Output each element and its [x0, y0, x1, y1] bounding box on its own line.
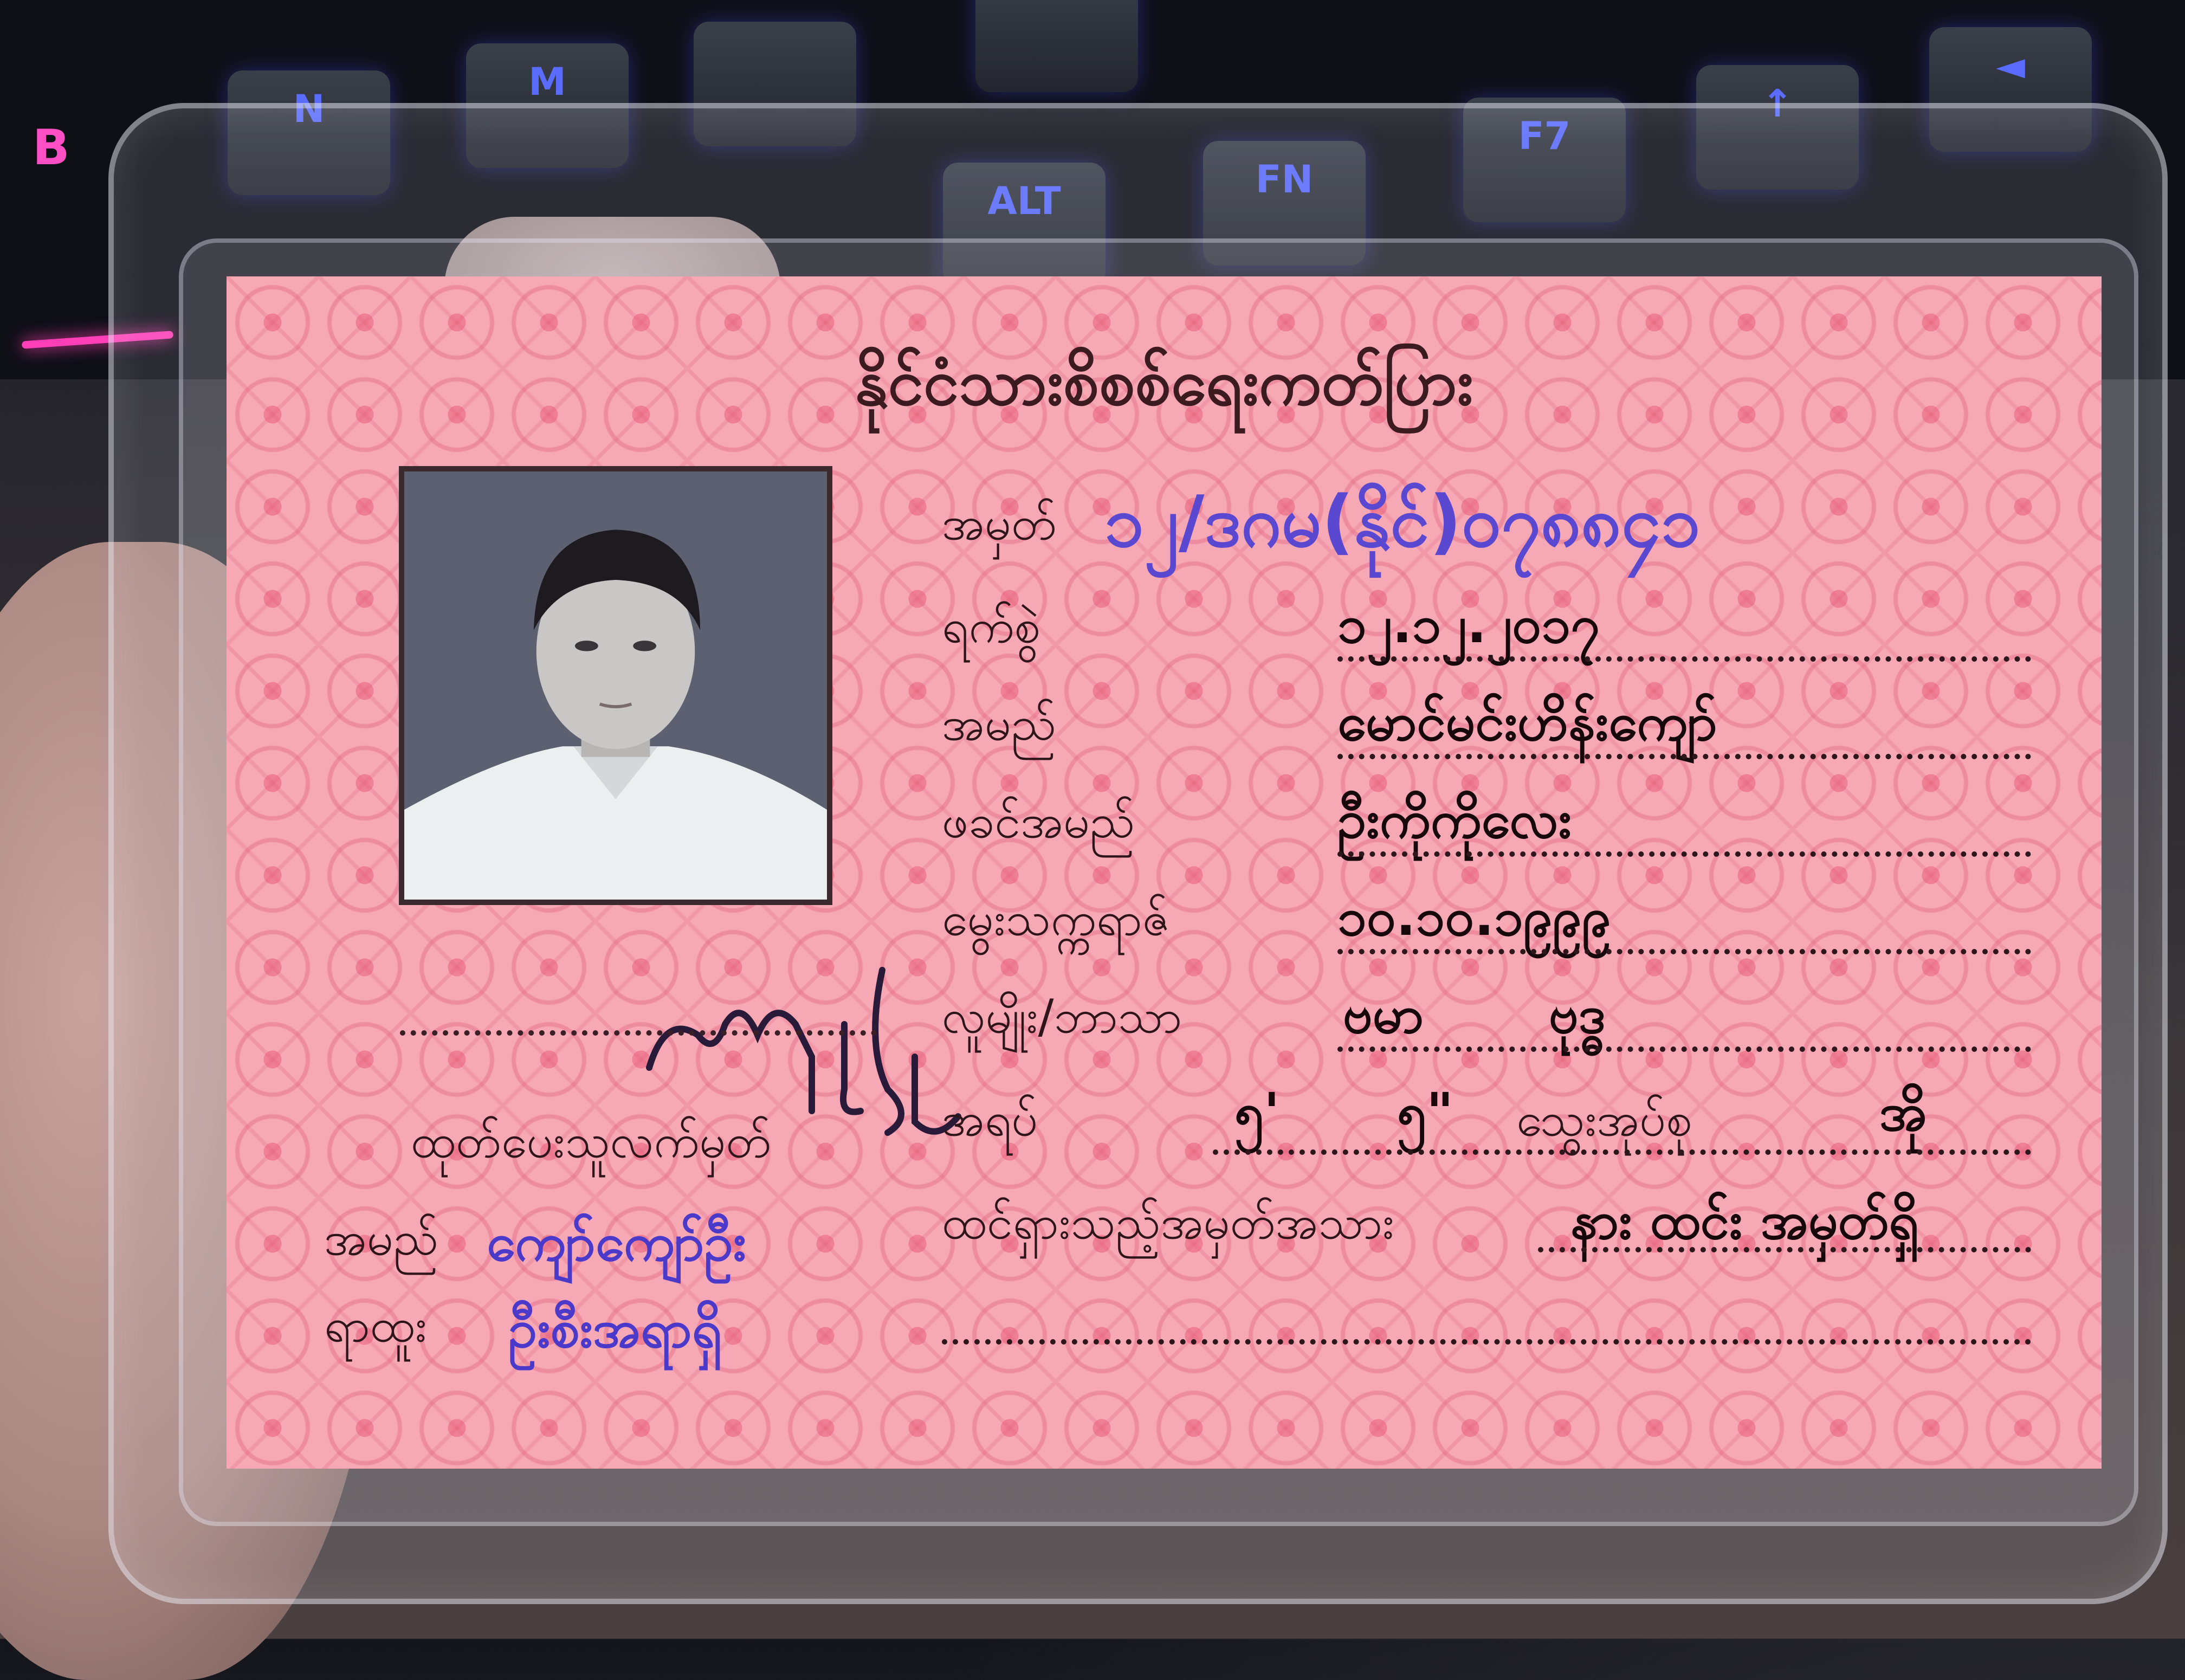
dob-dots	[1337, 948, 2031, 954]
number-label: အမှတ်	[942, 496, 1057, 551]
father-name-label: ဖခင်အမည်	[942, 794, 1135, 849]
key-label: ◄	[1996, 43, 2025, 88]
key-label: M	[528, 60, 566, 104]
father-name-dots	[1337, 851, 2031, 857]
citizenship-card	[227, 276, 2102, 1469]
father-name-value: ဦးကိုကိုလေး	[1337, 789, 1572, 850]
issuer-title-value: ဦးစီးအရာရှိ	[508, 1298, 722, 1359]
blood-type-value: အို	[1879, 1082, 1928, 1142]
card-title: နိုင်ငံသားစိစစ်ရေးကတ်ပြား	[855, 345, 1473, 419]
key-label: ALT	[987, 179, 1061, 223]
portrait-image	[404, 471, 827, 900]
keyboard-key	[975, 0, 1138, 92]
blank-line-dots	[942, 1339, 2031, 1345]
dob-value: ၁၀.၁၀.၁၉၉၉	[1337, 887, 1611, 947]
key-label: FN	[1255, 157, 1314, 202]
number-value: ၁၂/ဒဂမ(နိုင်)၀၇၈၈၄၁	[1104, 480, 1701, 563]
issue-date-dots	[1337, 656, 2031, 662]
distinguishing-mark-value: နား ထင်း အမှတ်ရှိ	[1570, 1190, 1919, 1251]
key-label: F7	[1518, 114, 1571, 158]
issue-date-value: ၁၂.၁၂.၂၀၁၇	[1337, 594, 1600, 655]
height-feet-value: ၅'	[1234, 1082, 1280, 1142]
issue-date-label: ရက်စွဲ	[942, 599, 1040, 654]
keyboard-side-label: B	[33, 119, 70, 176]
issuer-title-label: ရာထူး	[324, 1298, 427, 1353]
id-photo	[399, 466, 832, 905]
issuer-name-label: အမည်	[324, 1212, 439, 1266]
height-label: အရပ်	[942, 1093, 1038, 1147]
distinguishing-mark-dots	[1538, 1246, 2031, 1252]
issuer-signature-label: ထုတ်ပေးသူလက်မှတ်	[411, 1114, 772, 1168]
race-religion-label: လူမျိုး/ဘာသာ	[942, 990, 1182, 1044]
blood-type-label: သွေးအုပ်စု	[1516, 1093, 1692, 1147]
key-label: ↑	[1761, 81, 1794, 126]
race-value: ဗမာ	[1343, 984, 1424, 1045]
race-religion-dots	[1337, 1046, 2031, 1052]
key-label: N	[293, 87, 325, 131]
religion-value: ဗုဒ္ဓ	[1549, 984, 1606, 1045]
issuer-name-value: ကျော်ကျော်ဦး	[487, 1212, 747, 1272]
dob-label: မွေးသက္ကရာဇ်	[942, 892, 1170, 946]
signature-line	[400, 1030, 877, 1036]
name-dots	[1337, 753, 2031, 759]
name-value: မောင်မင်းဟိန်းကျော်	[1337, 692, 1717, 752]
height-blood-dots	[1213, 1149, 2031, 1155]
distinguishing-mark-label: ထင်ရှားသည့်အမှတ်အသား	[942, 1196, 1394, 1250]
name-label: အမည်	[942, 697, 1057, 751]
height-inches-value: ၅"	[1397, 1082, 1454, 1142]
